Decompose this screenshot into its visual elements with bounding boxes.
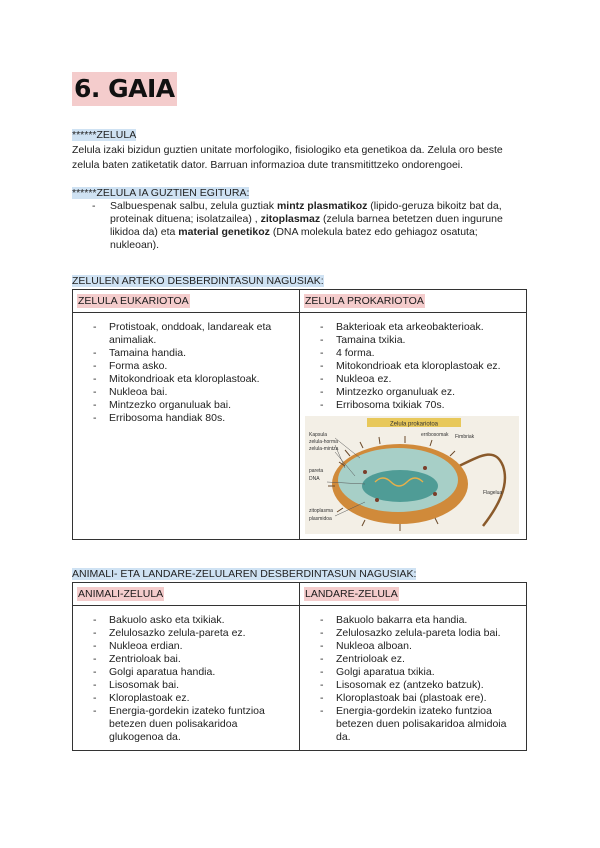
label-kapsula: Kapsula xyxy=(309,432,328,438)
ribosome-shape xyxy=(363,470,367,474)
egitura-list xyxy=(88,200,528,252)
list-item: - Tamaina txikia. xyxy=(316,334,520,347)
material-genetikoz-term: material genetikoz xyxy=(178,226,270,238)
label-flagelo: Flagelua xyxy=(483,490,503,496)
list-item: - Mitokondrioak eta kloroplastoak. xyxy=(89,373,293,386)
list-item: - Erribosoma handiak 80s. xyxy=(89,412,293,425)
list-item: - Mitokondrioak eta kloroplastoak ez. xyxy=(316,360,520,373)
landare-list xyxy=(316,614,520,744)
list-item: - Protistoak, onddoak, landareak eta animaliak. xyxy=(89,321,293,347)
label-fimbria: Fimbriak xyxy=(455,434,475,440)
list-item: - Nukleoa bai. xyxy=(89,386,293,399)
list-item: - Kloroplastoak bai (plastoak ere). xyxy=(316,692,520,705)
list-item: - 4 forma. xyxy=(316,347,520,360)
table1-heading xyxy=(72,274,324,289)
cell-types-table xyxy=(72,289,527,540)
list-item: - Golgi aparatua handia. xyxy=(89,666,293,679)
eukariotoa-list xyxy=(89,321,293,425)
landare-cell xyxy=(300,606,527,751)
list-item: - Zelulosazko zelula-pareta ez. xyxy=(89,627,293,640)
prokariotoa-header: ZELULA PROKARIOTOA xyxy=(300,290,527,313)
list-item: - Lisosomak bai. xyxy=(89,679,293,692)
eukariotoa-cell xyxy=(73,313,300,540)
mintz-plasmatikoz-term: mintz plasmatikoz xyxy=(276,200,368,212)
list-item: - Bakuolo bakarra eta handia. xyxy=(316,614,520,627)
list-item: - Golgi aparatua txikia. xyxy=(316,666,520,679)
list-item: - Kloroplastoak ez. xyxy=(89,692,293,705)
diagram-title: Zelula prokariotoa xyxy=(389,421,439,428)
list-item: - Tamaina handia. xyxy=(89,347,293,360)
egitura-item: - Salbuespenak salbu, zelula guztiak mintz plasmatikoz (lipido-geruza bikoitz bat da, proteinak dituena; isolatzailea) , zitoplasmaz (zelula barnea betetzen duen ingurune likidoa da) eta material genetikoz (DNA molekula batez edo gehiagoz osatuta; nukleoan). xyxy=(88,200,528,252)
zelula-heading xyxy=(72,128,136,143)
label-pareta: pareta xyxy=(309,468,324,474)
label-dna: DNA xyxy=(309,476,320,482)
zitoplasmaz-term: zitoplasmaz xyxy=(260,213,321,225)
ribosome-shape xyxy=(423,466,427,470)
list-item: - Zentrioloak ez. xyxy=(316,653,520,666)
prokariotoa-cell xyxy=(300,313,527,540)
list-item: - Zentrioloak bai. xyxy=(89,653,293,666)
list-item: - Zelulosazko zelula-pareta lodia bai. xyxy=(316,627,520,640)
list-item: - Bakuolo asko eta txikiak. xyxy=(89,614,293,627)
list-item: - Bakterioak eta arkeobakterioak. xyxy=(316,321,520,334)
zelula-definition: Zelula izaki bizidun guztien unitate morfologiko, fisiologiko eta genetikoa da. Zelula oro beste zelula baten zatiketatik dator. Barruan informazioa dute transmitittzeko ondorengoei. xyxy=(72,144,503,171)
list-item: - Nukleoa erdian. xyxy=(89,640,293,653)
list-item: - Erribosoma txikiak 70s. xyxy=(316,399,520,412)
prokaryote-diagram xyxy=(305,416,519,534)
list-item: - Energia-gordekin izateko funtzioa betezen duen polisakaridoa glukogenoa da. xyxy=(89,705,293,744)
egitura-heading-text: ******ZELULA IA GUZTIEN EGITURA: xyxy=(72,187,250,199)
label-plasmido: plasmidoa xyxy=(309,516,332,522)
list-item: - Nukleoa ez. xyxy=(316,373,520,386)
eukariotoa-header: ZELULA EUKARIOTOA xyxy=(73,290,300,313)
ribosome-shape xyxy=(375,498,379,502)
animal-plant-table xyxy=(72,582,527,751)
zelula-heading-text: ******ZELULA xyxy=(72,129,137,141)
prokaryote-illustration xyxy=(305,416,519,534)
list-item: - Mintzezko organuluak ez. xyxy=(316,386,520,399)
page-title: 6. GAIA xyxy=(72,72,177,106)
table1-heading-text: ZELULEN ARTEKO DESBERDINTASUN NAGUSIAK: xyxy=(72,275,324,287)
label-horma: zelula-horma xyxy=(309,439,338,445)
animali-cell xyxy=(73,606,300,751)
table2-heading-text: ANIMALI- ETA LANDARE-ZELULAREN DESBERDINTASUN NAGUSIAK: xyxy=(72,568,417,580)
ribosome-shape xyxy=(433,492,437,496)
prokariotoa-list xyxy=(316,321,520,412)
list-item: - Forma asko. xyxy=(89,360,293,373)
table2-heading xyxy=(72,567,416,582)
list-item: - Mintzezko organuluak bai. xyxy=(89,399,293,412)
animali-header: ANIMALI-ZELULA xyxy=(73,583,300,606)
landare-header: LANDARE-ZELULA xyxy=(300,583,527,606)
animali-list xyxy=(89,614,293,744)
label-erribosoma: erribosomak xyxy=(421,432,449,438)
egitura-heading xyxy=(72,186,249,201)
list-item: - Lisosomak ez (antzeko batzuk). xyxy=(316,679,520,692)
list-item: - Energia-gordekin izateko funtzioa betezen duen polisakaridoa almidoia da. xyxy=(316,705,520,744)
list-item: - Nukleoa alboan. xyxy=(316,640,520,653)
label-zitoplasma: zitoplasma xyxy=(309,508,333,514)
label-mintz: zelula-mintza xyxy=(309,446,339,452)
